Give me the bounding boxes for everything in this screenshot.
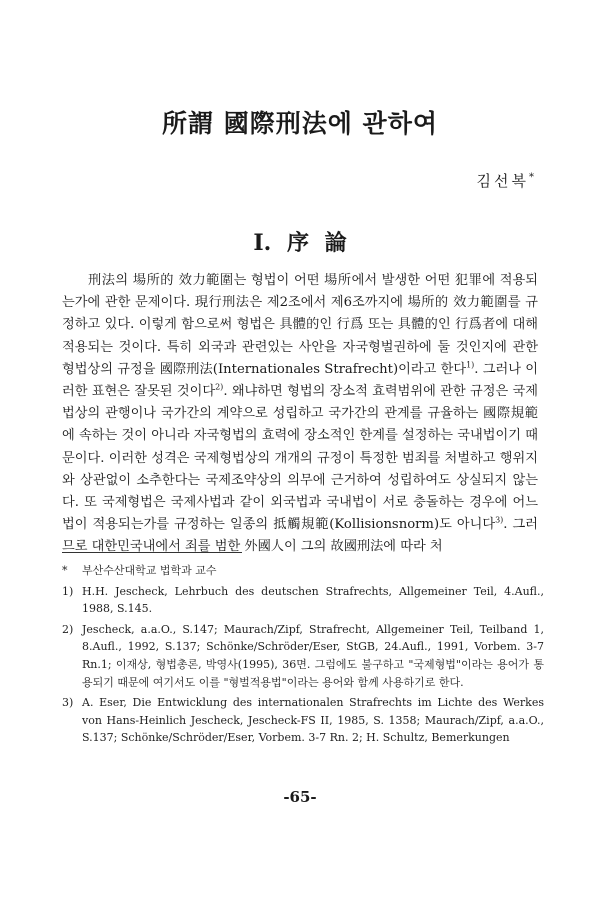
paragraph bbox=[62, 270, 538, 559]
author-line bbox=[477, 170, 534, 191]
footnote-text: Jescheck, a.a.O., S.147; Maurach/Zipf, Strafrecht, Allgemeiner Teil, Teilband 1, 8.Aufl., 1992, S.137; Schönke/Schröder/Eser, StGB, 24.Aufl., 1991, Vorbem. 3-7 Rn.1; 이재상, 형법총론, 박영사(1995), 36면. 그럼에도 불구하고 "국제형법"이라는 용어가 통용되기 때문에 여기서도 이를 "형벌적용법"이라는 용어와 함께 사용하기로 한다. bbox=[82, 622, 544, 689]
text-run: . 그러나 이러한 표현은 잘못된 것이다 bbox=[62, 361, 538, 400]
section-title: 序 論 bbox=[286, 230, 347, 256]
footnote bbox=[62, 621, 544, 691]
footnote-ref: 3) bbox=[495, 515, 504, 525]
footnote bbox=[62, 694, 544, 747]
page-number: -65- bbox=[283, 788, 317, 806]
footnote-text: 부산수산대학교 법학과 교수 bbox=[82, 564, 217, 577]
footnote-mark: * bbox=[62, 564, 68, 577]
section-heading bbox=[0, 226, 600, 257]
text-run: . 그러므로 대한민국내에서 죄를 범한 外國人이 그의 故國刑法에 따라 처 bbox=[62, 517, 538, 555]
text-run: . 왜냐하면 형법의 장소적 효력범위에 관한 규정은 국제법상의 관행이나 국가간의 계약으로 성립하고 국가간의 관계를 규율하는 國際規範에 속하는 것이 아니라 자국형법의 효력에 장소적인 한계를 설정하는 국내법이기 때문이다. 이러한 성격은 국제형법상의 개개의 규정이 특정한 범죄를 처벌하고 행위지와 상관없이 소추한다는 국제조약상의 의무에 근거하여 성립하여도 상실되지 않는다. 또 국제형법은 국제사법과 같이 외국법과 국내법이 서로 충돌하는 경우에 어느 법이 적용되는가를 규정하는 일종의 抵觸規範(Kollisionsnorm)도 아니다 bbox=[62, 384, 538, 533]
footnotes bbox=[62, 562, 544, 750]
text-run: 刑法의 場所的 效力範圍는 형법이 어떤 場所에서 발생한 어떤 犯罪에 적용되는가에 관한 문제이다. 現行刑法은 제2조에서 제6조까지에 場所的 效力範圍를 규정하고 있다. 이렇게 함으로써 형법은 具體的인 行爲 또는 具體的인 行爲者에 대해 적용되는 것이다. 특히 외국과 관련있는 사안을 자국형벌권하에 둘 것인지에 관한 형법상의 규정을 國際刑法(Internationales Strafrecht)이라고 한다 bbox=[62, 273, 538, 377]
author-footnote-mark: * bbox=[529, 172, 534, 183]
footnote-mark: 3) bbox=[62, 696, 74, 710]
body-text bbox=[62, 270, 538, 559]
footnote-ref: 2) bbox=[215, 382, 224, 392]
footnote-mark: 2) bbox=[62, 622, 74, 636]
footnote bbox=[62, 562, 544, 580]
footnote-ref: 1) bbox=[466, 360, 475, 370]
footnote-text: A. Eser, Die Entwicklung des internationalen Strafrechts im Lichte des Werkes von Hans-Heinlich Jescheck, Jescheck-FS II, 1985, S. 1358; Maurach/Zipf, a.a.O., S.137; Schönke/Schröder/Eser, Vorbem. 3-7 Rn. 2; H. Schultz, Bemerkungen bbox=[82, 696, 544, 745]
author-name: 김선복 bbox=[476, 172, 529, 190]
article-title: 所謂 國際刑法에 관하여 bbox=[161, 109, 438, 138]
section-number: I. bbox=[253, 230, 272, 256]
footnote-text: H.H. Jescheck, Lehrbuch des deutschen Strafrechts, Allgemeiner Teil, 4.Aufl., 1988, S.145. bbox=[82, 584, 544, 616]
footnote bbox=[62, 583, 544, 618]
footnote-divider bbox=[62, 552, 242, 553]
footnote-mark: 1) bbox=[62, 584, 74, 598]
